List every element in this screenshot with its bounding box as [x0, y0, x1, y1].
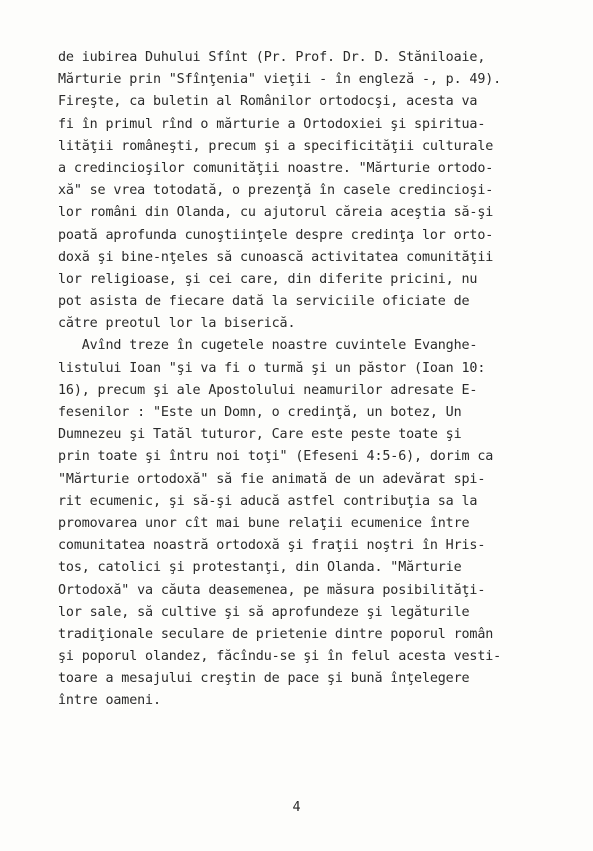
text-line: 16), precum şi ale Apostolului neamurilor adresate E-	[58, 382, 478, 398]
text-line: către preotul lor la biserică.	[58, 316, 296, 332]
text-line: Fireşte, ca buletin al Românilor ortodocşi, acesta va	[58, 94, 478, 110]
text-line: Dumnezeu şi Tatăl tuturor, Care este peste toate şi	[58, 427, 462, 443]
text-line: Ortodoxă" va căuta deasemenea, pe măsura posibilităţi-	[58, 582, 486, 598]
text-line: pot asista de fiecare dată la serviciile oficiate de	[58, 294, 470, 310]
text-line: lor religioase, şi cei care, din diferite pricini, nu	[58, 271, 478, 287]
text-line: comunitatea noastră ortodoxă şi fraţii noştri în Hris-	[58, 538, 486, 554]
text-line: xă" se vrea totodată, o prezenţă în casele credincioşi-	[58, 183, 494, 199]
text-line: Avînd treze în cugetele noastre cuvintele Evanghe-	[58, 338, 478, 354]
text-line: şi poporul olandez, făcîndu-se şi în felul acesta vesti-	[58, 649, 502, 665]
text-line: tradiţionale seculare de prietenie dintre poporul român	[58, 626, 494, 642]
text-line: tos, catolici şi protestanţi, din Olanda. "Mărturie	[58, 560, 462, 576]
text-line: fi în primul rînd o mărturie a Ortodoxiei şi spiritua-	[58, 116, 486, 132]
text-line: doxă şi bine-nţeles să cunoască activitatea comunităţii	[58, 249, 494, 265]
body-text	[58, 47, 568, 713]
text-line: de iubirea Duhului Sfînt (Pr. Prof. Dr. D. Stăniloaie,	[58, 50, 486, 65]
text-line: prin toate şi întru noi toţi" (Efeseni 4:5-6), dorim ca	[58, 449, 494, 465]
text-line: rit ecumenic, şi să-şi aducă astfel contribuţia sa la	[58, 493, 478, 509]
text-line: poată aprofunda cunoştiinţele despre credinţa lor orto-	[58, 227, 494, 243]
text-line: lităţii româneşti, precum şi a specificităţii culturale	[58, 138, 494, 154]
text-line: Mărturie prin "Sfînţenia" vieţii - în engleză -, p. 49).	[58, 72, 502, 88]
text-line: lor sale, să cultive şi să aprofundeze şi legăturile	[58, 604, 470, 620]
text-line: promovarea unor cît mai bune relaţii ecumenice între	[58, 515, 470, 531]
text-line: listului Ioan "şi va fi o turmă şi un păstor (Ioan 10:	[58, 360, 486, 376]
text-line: "Mărturie ortodoxă" să fie animată de un adevărat spi-	[58, 471, 486, 487]
text-line: toare a mesajului creştin de pace şi bună înţelegere	[58, 671, 470, 687]
page-number: 4	[292, 800, 301, 815]
text-line: lor români din Olanda, cu ajutorul căreia aceştia să-şi	[58, 205, 494, 221]
text-line: a credincioşilor comunităţii noastre. "Mărturie ortodo-	[58, 160, 494, 176]
text-line: fesenilor : "Este un Domn, o credinţă, un botez, Un	[58, 405, 462, 420]
text-line: între oameni.	[58, 693, 161, 709]
